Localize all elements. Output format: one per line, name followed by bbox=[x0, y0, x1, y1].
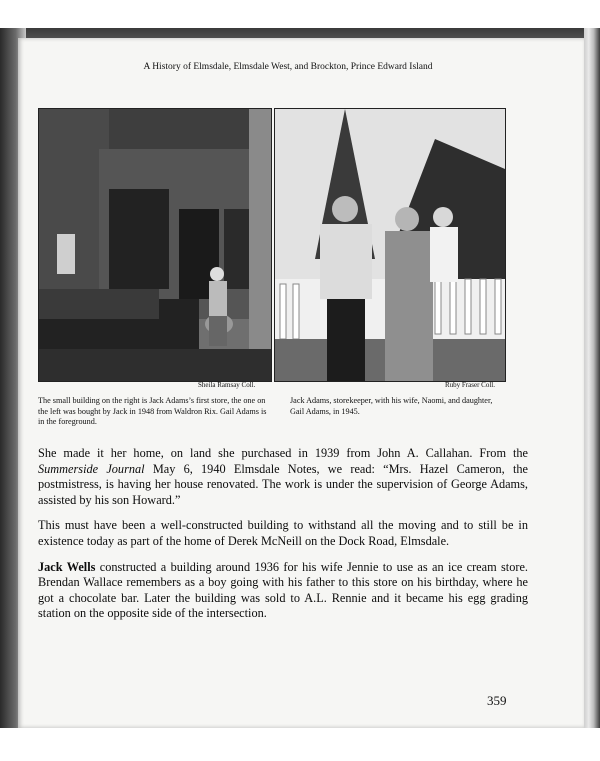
paragraph-jack-wells bbox=[38, 560, 528, 622]
book-page-edges bbox=[584, 28, 600, 728]
newspaper-title: Summerside Journal bbox=[38, 461, 145, 476]
book-page bbox=[18, 38, 584, 728]
paragraph-text: May 6, 1940 Elmsdale Notes, we read: “Mrs. Hazel Cameron, the postmistress, is having her house renovated. The work is under the supervision of George Adams, assisted by his son Howard.” bbox=[38, 461, 528, 507]
paragraph-cameron-house bbox=[38, 446, 528, 508]
paragraph-building: This must have been a well-constructed building to withstand all the moving and to still be in existence today as part of the home of Derek McNeill on the Dock Road, Elmsdale. bbox=[38, 518, 528, 548]
family-photo bbox=[274, 108, 506, 382]
photo-caption-right: Jack Adams, storekeeper, with his wife, Naomi, and daughter, Gail Adams, in 1945. bbox=[290, 396, 493, 416]
photo-credit-right: Ruby Fraser Coll. bbox=[445, 381, 495, 389]
page-number: 359 bbox=[487, 693, 507, 708]
paragraph-text: constructed a building around 1936 for his wife Jennie to use as an ice cream store. Brendan Wallace remembers as a boy going with his father to this store on his birthday, where he got a chocolate bar. Later the building was sold to A.L. Rennie and it became his egg grading station on the opposite side of the intersection. bbox=[38, 559, 528, 621]
body-text bbox=[38, 446, 528, 632]
photo-credit-left: Sheila Ramsay Coll. bbox=[198, 381, 256, 389]
photo-caption-left: The small building on the right is Jack Adams’s first store, the one on the left was bought by Jack in 1948 from Waldron Rix. Gail Adams is in the foreground. bbox=[38, 396, 267, 426]
store-photo-image bbox=[39, 109, 271, 381]
name-highlight: Jack Wells bbox=[38, 559, 96, 574]
paragraph-text: She made it her home, on land she purchased in 1939 from John A. Callahan. From the bbox=[38, 446, 528, 460]
family-photo-image bbox=[275, 109, 505, 381]
store-photo bbox=[38, 108, 272, 382]
running-head: A History of Elmsdale, Elmsdale West, and Brockton, Prince Edward Island bbox=[143, 62, 433, 72]
